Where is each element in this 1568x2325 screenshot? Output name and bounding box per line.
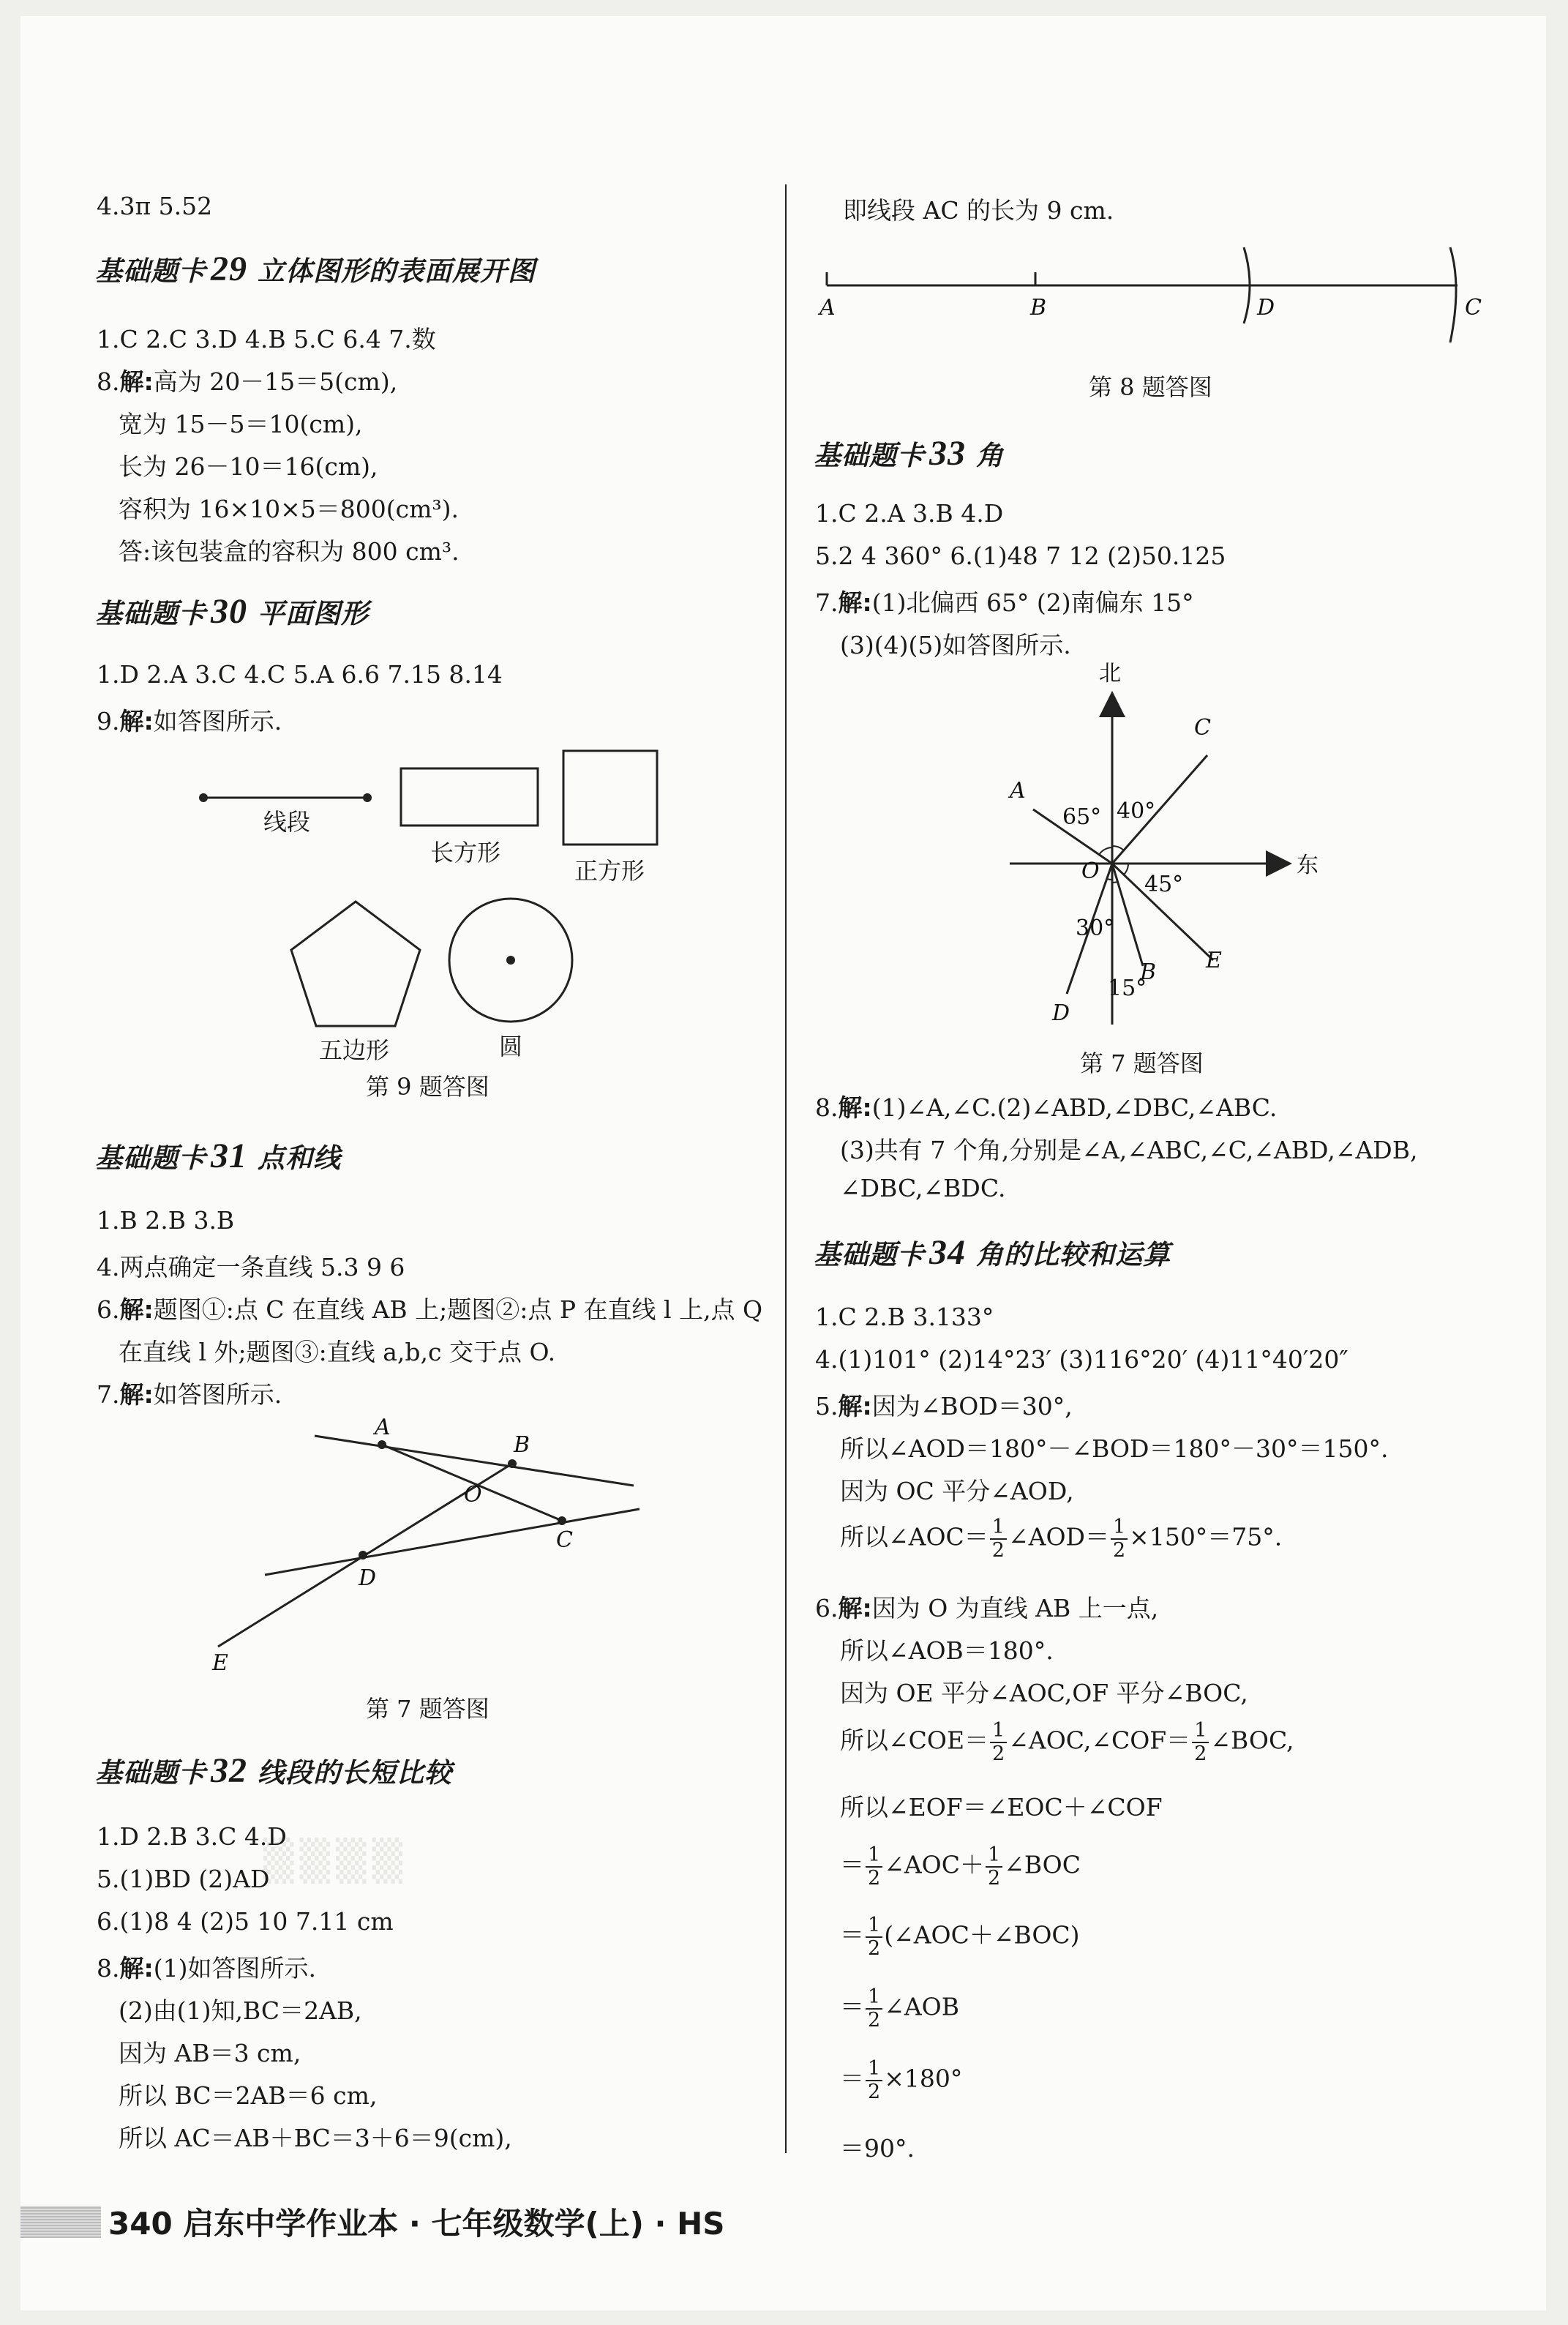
footer-text: 340 启东中学作业本 · 七年级数学(上) · HS [108, 2206, 725, 2242]
figure-caption: 第 9 题答图 [366, 1073, 489, 1101]
point-label-C: C [1465, 295, 1482, 321]
figure-8-segment [812, 242, 1493, 359]
answer-line: 1.D 2.A 3.C 4.C 5.A 6.6 7.15 8.14 [97, 660, 503, 689]
answer-line: 1.C 2.A 3.B 4.D [815, 499, 1004, 528]
answer-line: 5.(1)BD (2)AD [97, 1865, 270, 1893]
answer-line: 即线段 AC 的长为 9 cm. [843, 196, 1114, 225]
answer-line: 9.解:如答图所示. [97, 707, 282, 735]
label-square: 正方形 [574, 857, 645, 885]
point-label-D: D [1052, 1000, 1070, 1026]
answer-line: ∠DBC,∠BDC. [840, 1174, 1006, 1202]
answer-line: ＝ $\frac{1}{2}$ ×180° [840, 2057, 963, 2103]
answer-line: 因为 AB＝3 cm, [119, 2039, 301, 2067]
angle-15: 15° [1108, 976, 1147, 1001]
point-label-O: O [1081, 858, 1100, 884]
figure-9 [183, 739, 695, 1098]
answer-line: 1.D 2.B 3.C 4.D [97, 1822, 287, 1851]
answer-line: 8.解:(1)∠A,∠C.(2)∠ABD,∠DBC,∠ABC. [815, 1093, 1278, 1122]
answer-line: 7.解:(1)北偏西 65° (2)南偏东 15° [815, 588, 1194, 617]
point-label-C: C [556, 1527, 573, 1553]
label-north: 北 [1099, 661, 1121, 686]
answer-line: 4.(1)101° (2)14°23′ (3)116°20′ (4)11°40′20″ [815, 1345, 1348, 1374]
section-heading-29: 基础题卡 29 立体图形的表面展开图 [95, 250, 536, 288]
answer-line: 8.解:(1)如答图所示. [97, 1954, 316, 1983]
answer-line: 1.C 2.B 3.133° [815, 1303, 994, 1331]
figure-7-compass [966, 659, 1346, 1032]
answer-line: 宽为 15－5＝10(cm), [119, 410, 363, 438]
answer-line: 所以 AC＝AB＋BC＝3＋6＝9(cm), [119, 2124, 512, 2152]
answer-line: ＝ $\frac{1}{2}$ ∠AOB [840, 1985, 959, 2032]
answer-line: (2)由(1)知,BC＝2AB, [119, 1996, 362, 2025]
answer-line: 4.3π 5.52 [97, 192, 213, 220]
point-label-A: A [1010, 778, 1026, 804]
answer-line: 答:该包装盒的容积为 800 cm³. [119, 537, 459, 566]
point-label-A: A [819, 295, 836, 321]
answer-line: 所以∠COE＝ $\frac{1}{2}$ ∠AOC,∠COF＝ $\frac{1}{2}$ ∠BOC, [840, 1719, 1294, 1765]
watermark: ▒▒▒▒ [263, 1837, 409, 1884]
answer-line: 所以 BC＝2AB＝6 cm, [119, 2081, 378, 2110]
figure-caption: 第 8 题答图 [1089, 373, 1212, 401]
answer-line: 所以∠AOD＝180°－∠BOD＝180°－30°＝150°. [840, 1434, 1389, 1463]
answer-line: 4.两点确定一条直线 5.3 9 6 [97, 1253, 405, 1281]
point-label-O: O [464, 1482, 482, 1508]
answer-line: 1.C 2.C 3.D 4.B 5.C 6.4 7.数 [97, 325, 436, 353]
answer-line: 所以∠AOB＝180°. [840, 1636, 1054, 1665]
answer-line: 长为 26－10＝16(cm), [119, 452, 378, 481]
label-east: 东 [1297, 853, 1318, 878]
answer-line: 6.解:因为 O 为直线 AB 上一点, [815, 1594, 1159, 1622]
answer-line: ＝90°. [840, 2134, 915, 2163]
section-heading-31: 基础题卡 31 点和线 [95, 1137, 341, 1175]
answer-line: 所以∠EOF＝∠EOC＋∠COF [840, 1793, 1163, 1822]
figure-7-lines [205, 1412, 673, 1676]
figure-caption: 第 7 题答图 [366, 1695, 489, 1723]
label-pentagon: 五边形 [319, 1036, 390, 1064]
angle-30: 30° [1076, 916, 1115, 941]
answer-line: 8.解:高为 20－15＝5(cm), [97, 367, 398, 396]
answer-line: ＝ $\frac{1}{2}$ ∠AOC＋ $\frac{1}{2}$ ∠BOC [840, 1843, 1081, 1890]
point-label-C: C [1194, 715, 1211, 741]
answer-line: 5.解:因为∠BOD＝30°, [815, 1392, 1073, 1420]
label-rectangle: 长方形 [430, 839, 501, 866]
answer-line: 7.解:如答图所示. [97, 1380, 282, 1409]
angle-45: 45° [1144, 872, 1184, 897]
answer-line: (3)共有 7 个角,分别是∠A,∠ABC,∠C,∠ABD,∠ADB, [840, 1136, 1418, 1164]
label-segment: 线段 [263, 808, 311, 836]
angle-40: 40° [1117, 798, 1156, 824]
label-circle: 圆 [499, 1033, 523, 1060]
point-label-E: E [1206, 948, 1222, 973]
point-label-B: B [1030, 295, 1047, 321]
answer-line: ＝ $\frac{1}{2}$ (∠AOC＋∠BOC) [840, 1914, 1080, 1960]
section-heading-32: 基础题卡 32 线段的长短比较 [95, 1751, 452, 1790]
point-label-D: D [359, 1565, 377, 1591]
answer-line: 因为 OE 平分∠AOC,OF 平分∠BOC, [840, 1679, 1248, 1707]
answer-line: 所以∠AOC＝ $\frac{1}{2}$ ∠AOD＝ $\frac{1}{2}$ ×150°＝75°. [840, 1516, 1283, 1562]
point-label-A: A [375, 1415, 391, 1440]
point-label-E: E [212, 1650, 228, 1676]
footer-bar [20, 2206, 101, 2238]
section-heading-33: 基础题卡 33 角 [814, 434, 1004, 473]
answer-line: 5.2 4 360° 6.(1)48 7 12 (2)50.125 [815, 542, 1226, 570]
column-divider [785, 184, 787, 2153]
point-label-B: B [1140, 959, 1157, 985]
answer-line: 6.(1)8 4 (2)5 10 7.11 cm [97, 1907, 394, 1936]
point-label-B: B [514, 1432, 530, 1458]
section-heading-30: 基础题卡 30 平面图形 [95, 592, 369, 631]
answer-line: 在直线 l 外;题图③:直线 a,b,c 交于点 O. [119, 1338, 556, 1366]
angle-65: 65° [1062, 804, 1102, 830]
answer-line: 1.B 2.B 3.B [97, 1206, 235, 1235]
answer-line: 容积为 16×10×5＝800(cm³). [119, 495, 459, 523]
figure-caption: 第 7 题答图 [1080, 1049, 1204, 1077]
point-label-D: D [1257, 295, 1275, 321]
section-heading-34: 基础题卡 34 角的比较和运算 [814, 1233, 1171, 1272]
answer-line: (3)(4)(5)如答图所示. [840, 631, 1071, 659]
answer-line: 因为 OC 平分∠AOD, [840, 1477, 1074, 1505]
answer-line: 6.解:题图①:点 C 在直线 AB 上;题图②:点 P 在直线 l 上,点 Q [97, 1295, 763, 1324]
